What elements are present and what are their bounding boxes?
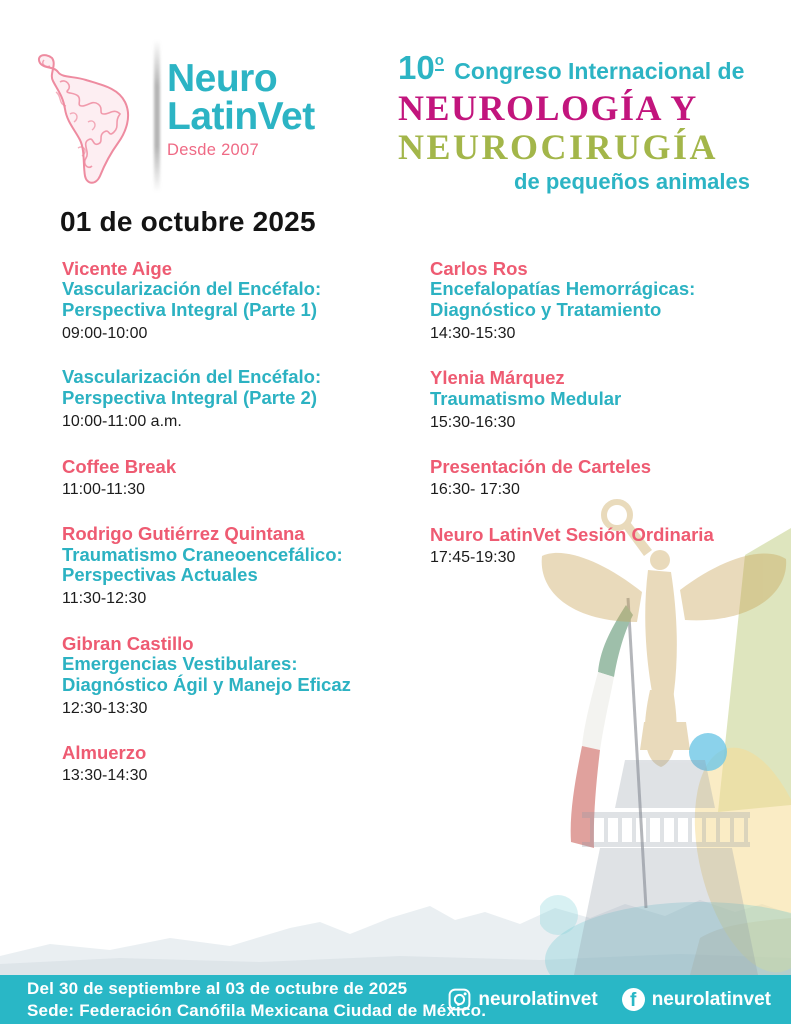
instagram-handle-text: neurolatinvet — [478, 988, 598, 1010]
brand-wordmark — [167, 57, 315, 160]
ordinal-indicator: o — [434, 52, 444, 69]
schedule-column-right — [430, 258, 770, 591]
schedule-item — [62, 258, 397, 343]
break-name: Almuerzo — [62, 742, 147, 764]
session-name: Neuro LatinVet Sesión Ordinaria — [430, 523, 714, 545]
speaker-name: Carlos Ros — [430, 258, 528, 279]
talk-time: 14:30-15:30 — [430, 325, 516, 343]
congress-number: 10 — [398, 49, 435, 86]
schedule-item — [430, 258, 770, 343]
talk-time: 17:45-19:30 — [430, 548, 516, 566]
speaker-name: Vicente Aige — [62, 258, 173, 279]
instagram-icon — [448, 988, 471, 1011]
session-name: Presentación de Carteles — [430, 455, 652, 477]
talk-title: Traumatismo Medular — [430, 387, 622, 409]
talk-time: 09:00-10:00 — [62, 325, 148, 343]
footer-venue: Sede: Federación Canófila Mexicana Ciudad de México. — [27, 1000, 487, 1020]
talk-time: 11:30-12:30 — [62, 590, 147, 608]
talk-title: Vascularización del Encéfalo: Perspectiva Integral (Parte 2) — [62, 366, 322, 409]
instagram-handle — [448, 988, 597, 1011]
event-title — [398, 48, 750, 195]
schedule-item — [430, 524, 770, 568]
event-title-neurocirugia: NEUROCIRUGÍA — [398, 127, 719, 168]
south-america-brain-icon — [30, 48, 156, 190]
talk-title: Emergencias Vestibulares: Diagnóstico Ágil y Manejo Eficaz — [62, 652, 351, 695]
talk-title: Vascularización del Encéfalo: Perspectiva Integral (Parte 1) — [62, 278, 322, 321]
schedule-item — [62, 633, 397, 718]
talk-time: 11:00-11:30 — [62, 480, 146, 498]
schedule-column-left — [62, 258, 397, 810]
facebook-handle-text: neurolatinvet — [651, 988, 771, 1010]
schedule-item — [430, 456, 770, 500]
brand-name-line1: Neuro — [167, 57, 278, 100]
schedule-item — [62, 523, 397, 608]
event-title-line1 — [398, 48, 750, 88]
footer-dates: Del 30 de septiembre al 03 de octubre de 2025 — [27, 978, 408, 998]
speaker-name: Ylenia Márquez — [430, 367, 565, 389]
facebook-icon: f — [622, 988, 645, 1011]
social-links — [448, 975, 771, 1024]
event-title-neurologia: NEUROLOGÍA Y — [398, 87, 698, 128]
schedule-item — [430, 367, 770, 432]
break-name: Coffee Break — [62, 455, 177, 477]
footer-bar — [0, 975, 791, 1024]
schedule-item — [62, 742, 397, 786]
page-title-date: 01 de octubre 2025 — [60, 206, 316, 237]
talk-title: Traumatismo Craneoencefálico: Perspectivas Actuales — [62, 543, 343, 586]
schedule-item — [62, 456, 397, 500]
talk-time: 15:30-16:30 — [430, 413, 516, 431]
footer-event-info — [27, 978, 486, 1022]
event-title-animals: de pequeños animales — [514, 168, 750, 194]
congress-subtitle: Congreso Internacional de — [454, 58, 745, 84]
brand-tagline: Desde 2007 — [167, 141, 259, 160]
speaker-name: Rodrigo Gutiérrez Quintana — [62, 523, 305, 545]
logo-divider — [154, 40, 160, 192]
schedule-item — [62, 367, 397, 431]
talk-title: Encefalopatías Hemorrágicas: Diagnóstico y Tratamiento — [430, 278, 696, 321]
speaker-name: Gibran Castillo — [62, 632, 194, 654]
facebook-handle — [622, 988, 771, 1011]
talk-time: 12:30-13:30 — [62, 699, 148, 717]
brand-name-line2: LatinVet — [167, 95, 315, 139]
talk-time: 10:00-11:00 a.m. — [62, 413, 182, 431]
talk-time: 13:30-14:30 — [62, 767, 148, 785]
talk-time: 16:30- 17:30 — [430, 481, 520, 499]
